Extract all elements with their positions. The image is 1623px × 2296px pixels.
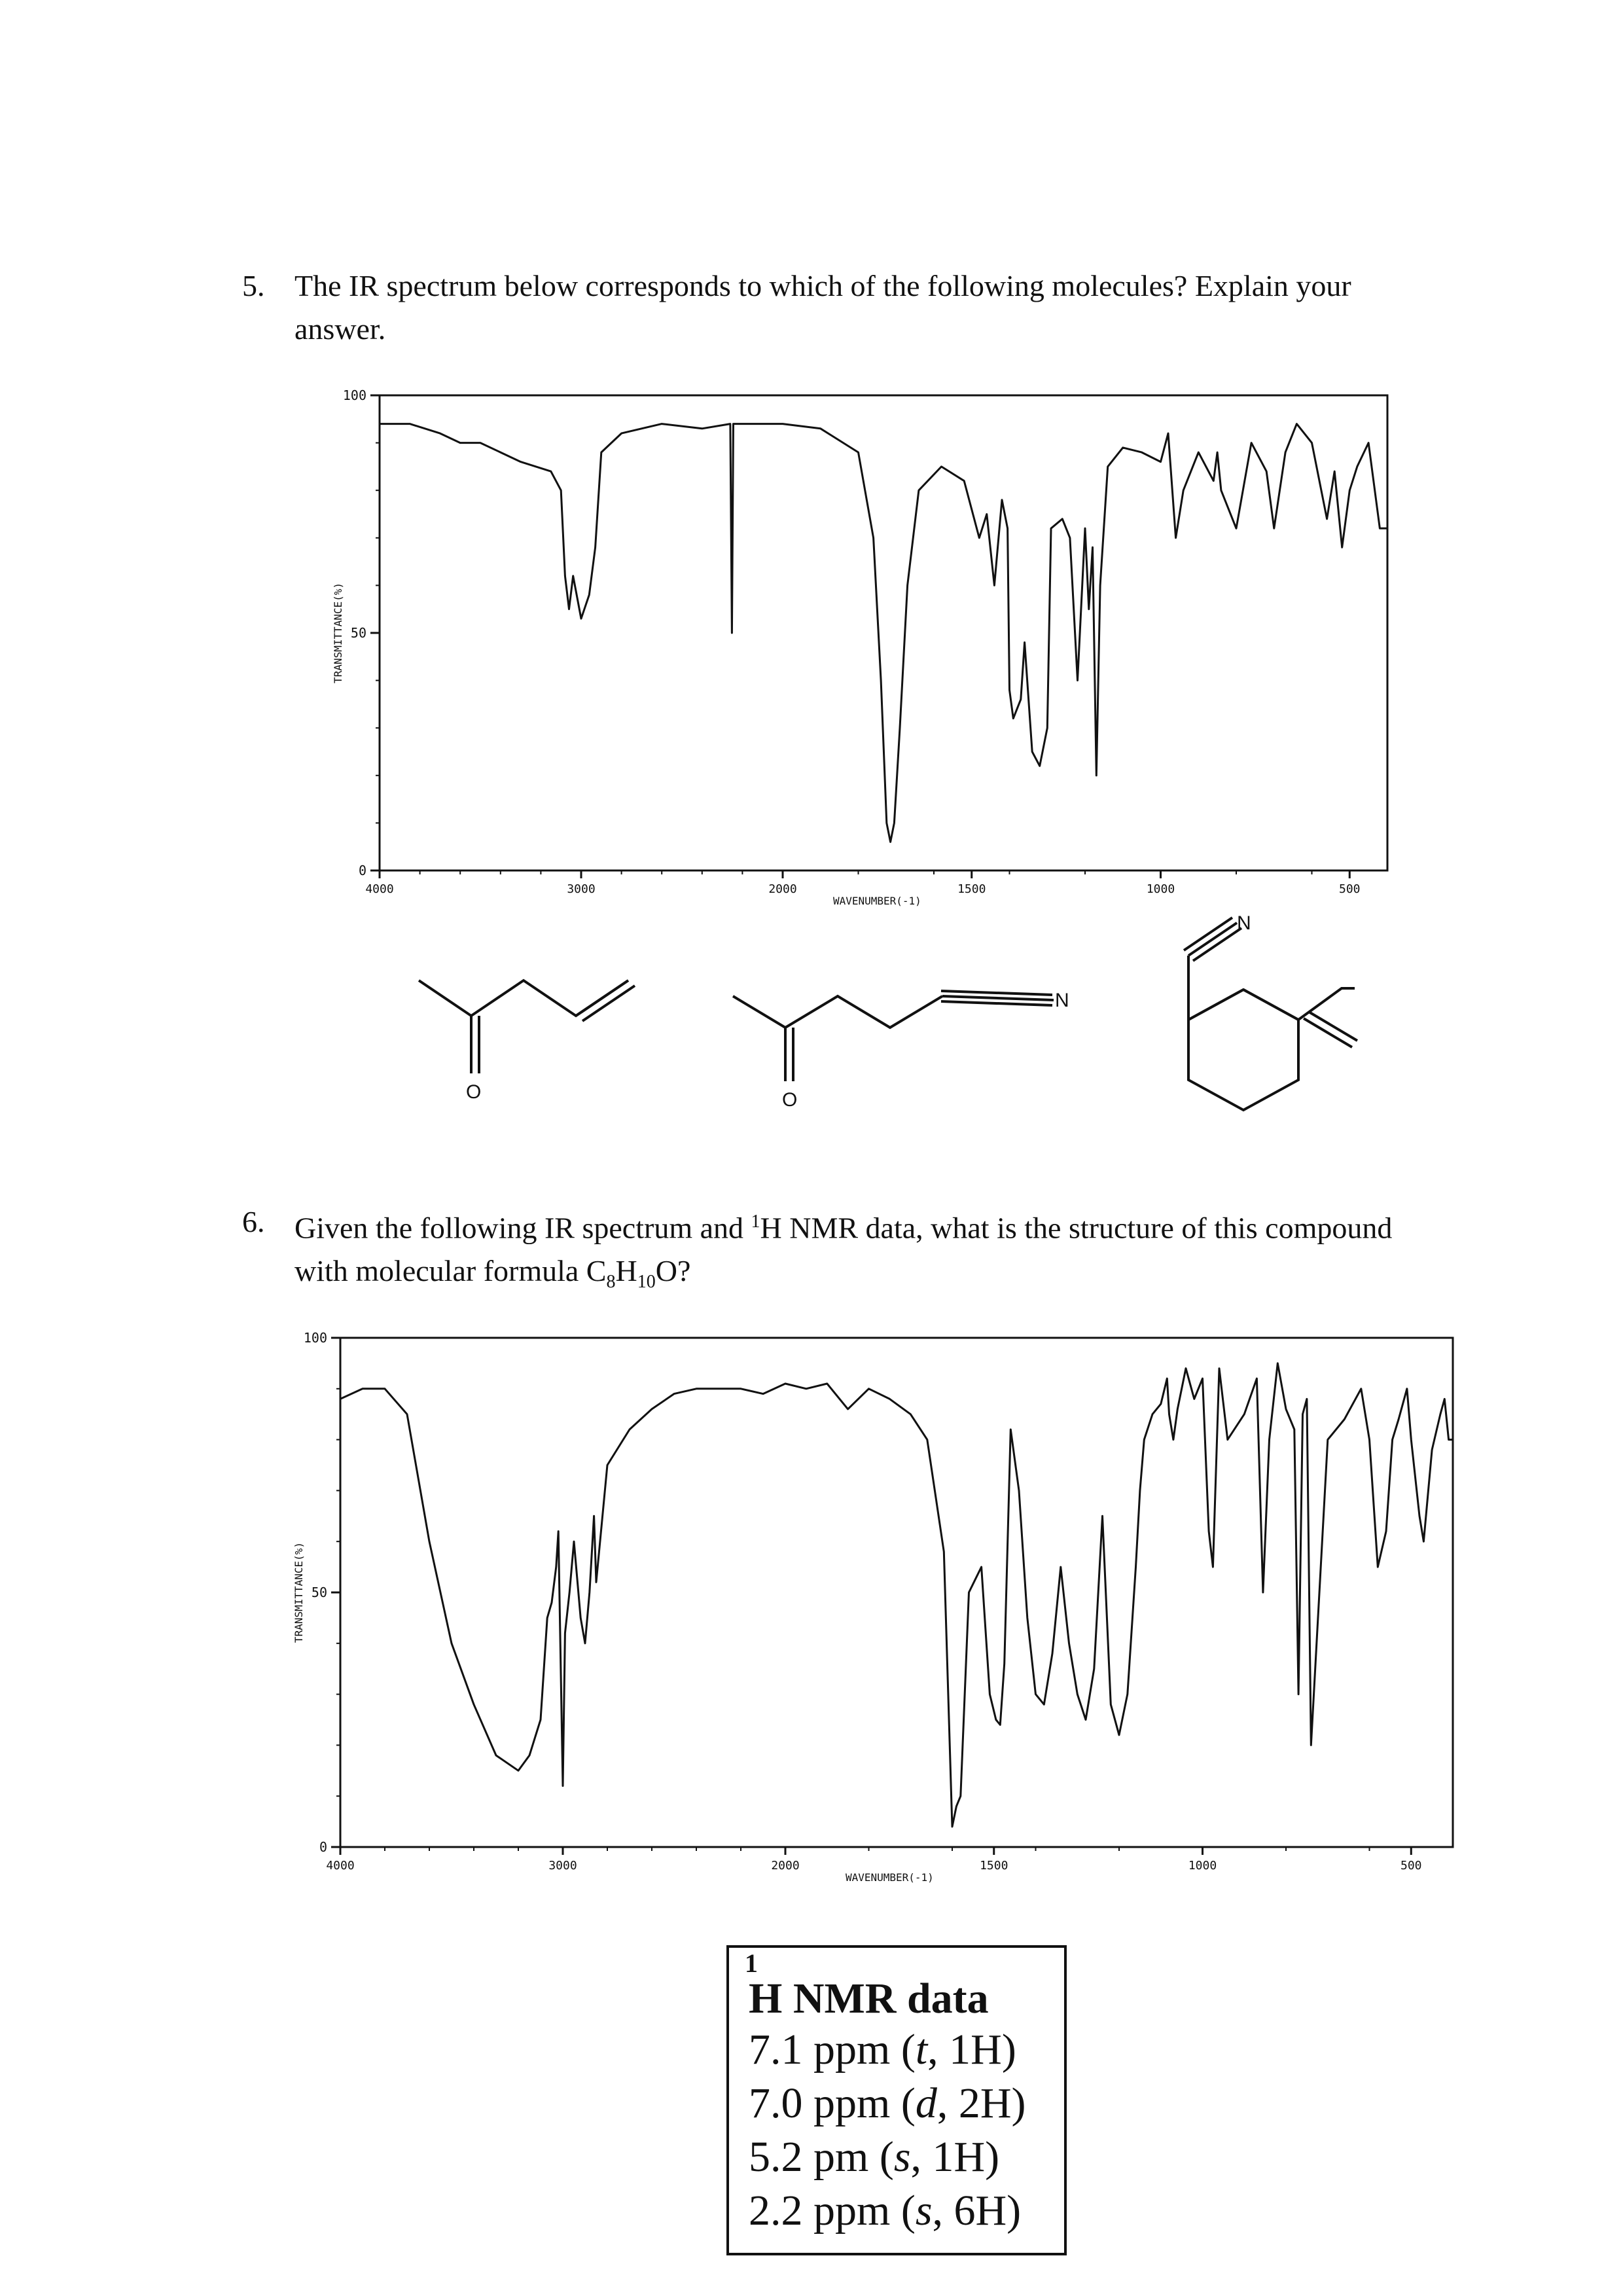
nmr-line-4: 2.2 ppm (s, 6H)	[749, 2187, 1022, 2234]
question-5-number: 5.	[242, 269, 265, 302]
spectrum-trace	[340, 1363, 1453, 1827]
y-tick-label: 100	[303, 1330, 327, 1346]
x-axis-label: WAVENUMBER(-1)	[845, 1871, 934, 1884]
molecule-2-nitrogen: N	[1055, 990, 1069, 1011]
x-tick-label: 3000	[548, 1859, 577, 1873]
x-tick-label: 1000	[1188, 1859, 1217, 1873]
question-6-number: 6.	[242, 1205, 265, 1238]
x-tick-label: 4000	[365, 882, 394, 896]
nmr-title-text: H NMR data	[749, 1975, 989, 2022]
x-tick-label: 1500	[980, 1859, 1008, 1873]
molecule-2-oxygen: O	[782, 1089, 798, 1111]
molecule-1	[419, 980, 635, 1073]
nmr-data-box	[726, 1945, 1067, 2255]
answer-molecules	[393, 910, 1374, 1158]
question-6	[242, 1200, 1407, 1292]
nmr-title-superscript: 1	[745, 1948, 758, 1978]
question-5-text: The IR spectrum below corresponds to which of the following molecules? Explain your answer.	[294, 269, 1351, 346]
nmr-line-3: 5.2 pm (s, 1H)	[749, 2133, 1000, 2181]
x-tick-label: 1500	[957, 882, 986, 896]
question-6-text: Given the following IR spectrum and $^1$H NMR data, what is the structure of this compound with molecular formula $C_8H_{10}O$?	[294, 1211, 1393, 1293]
ir-spectrum-2	[275, 1322, 1466, 1898]
nmr-line-2: 7.0 ppm (d, 2H)	[749, 2079, 1026, 2127]
x-tick-label: 2000	[768, 882, 797, 896]
y-tick-label: 50	[311, 1585, 327, 1600]
y-axis-label: TRANSMITTANCE(%)	[293, 1541, 305, 1643]
spectrum-trace	[380, 424, 1387, 842]
x-tick-label: 2000	[771, 1859, 800, 1873]
molecule-1-oxygen: O	[466, 1081, 482, 1103]
x-tick-label: 500	[1400, 1859, 1422, 1873]
nmr-title	[745, 1948, 989, 2024]
x-tick-label: 3000	[567, 882, 596, 896]
plot-frame	[380, 395, 1387, 870]
x-tick-label: 4000	[326, 1859, 355, 1873]
question-5	[242, 264, 1407, 356]
molecule-3-nitrogen: N	[1237, 912, 1251, 934]
y-tick-label: 50	[350, 625, 366, 641]
ir-spectrum-1	[321, 380, 1400, 916]
y-tick-label: 100	[342, 387, 366, 403]
nmr-line-1: 7.1 ppm (t, 1H)	[749, 2026, 1016, 2073]
x-axis-label: WAVENUMBER(-1)	[832, 895, 921, 907]
x-tick-label: 500	[1338, 882, 1361, 896]
plot-frame	[340, 1338, 1453, 1847]
x-tick-label: 1000	[1146, 882, 1175, 896]
molecule-3	[1184, 918, 1357, 1110]
molecule-2	[733, 991, 1054, 1081]
y-tick-label: 0	[358, 863, 366, 878]
y-axis-label: TRANSMITTANCE(%)	[332, 582, 344, 684]
y-tick-label: 0	[319, 1839, 327, 1855]
